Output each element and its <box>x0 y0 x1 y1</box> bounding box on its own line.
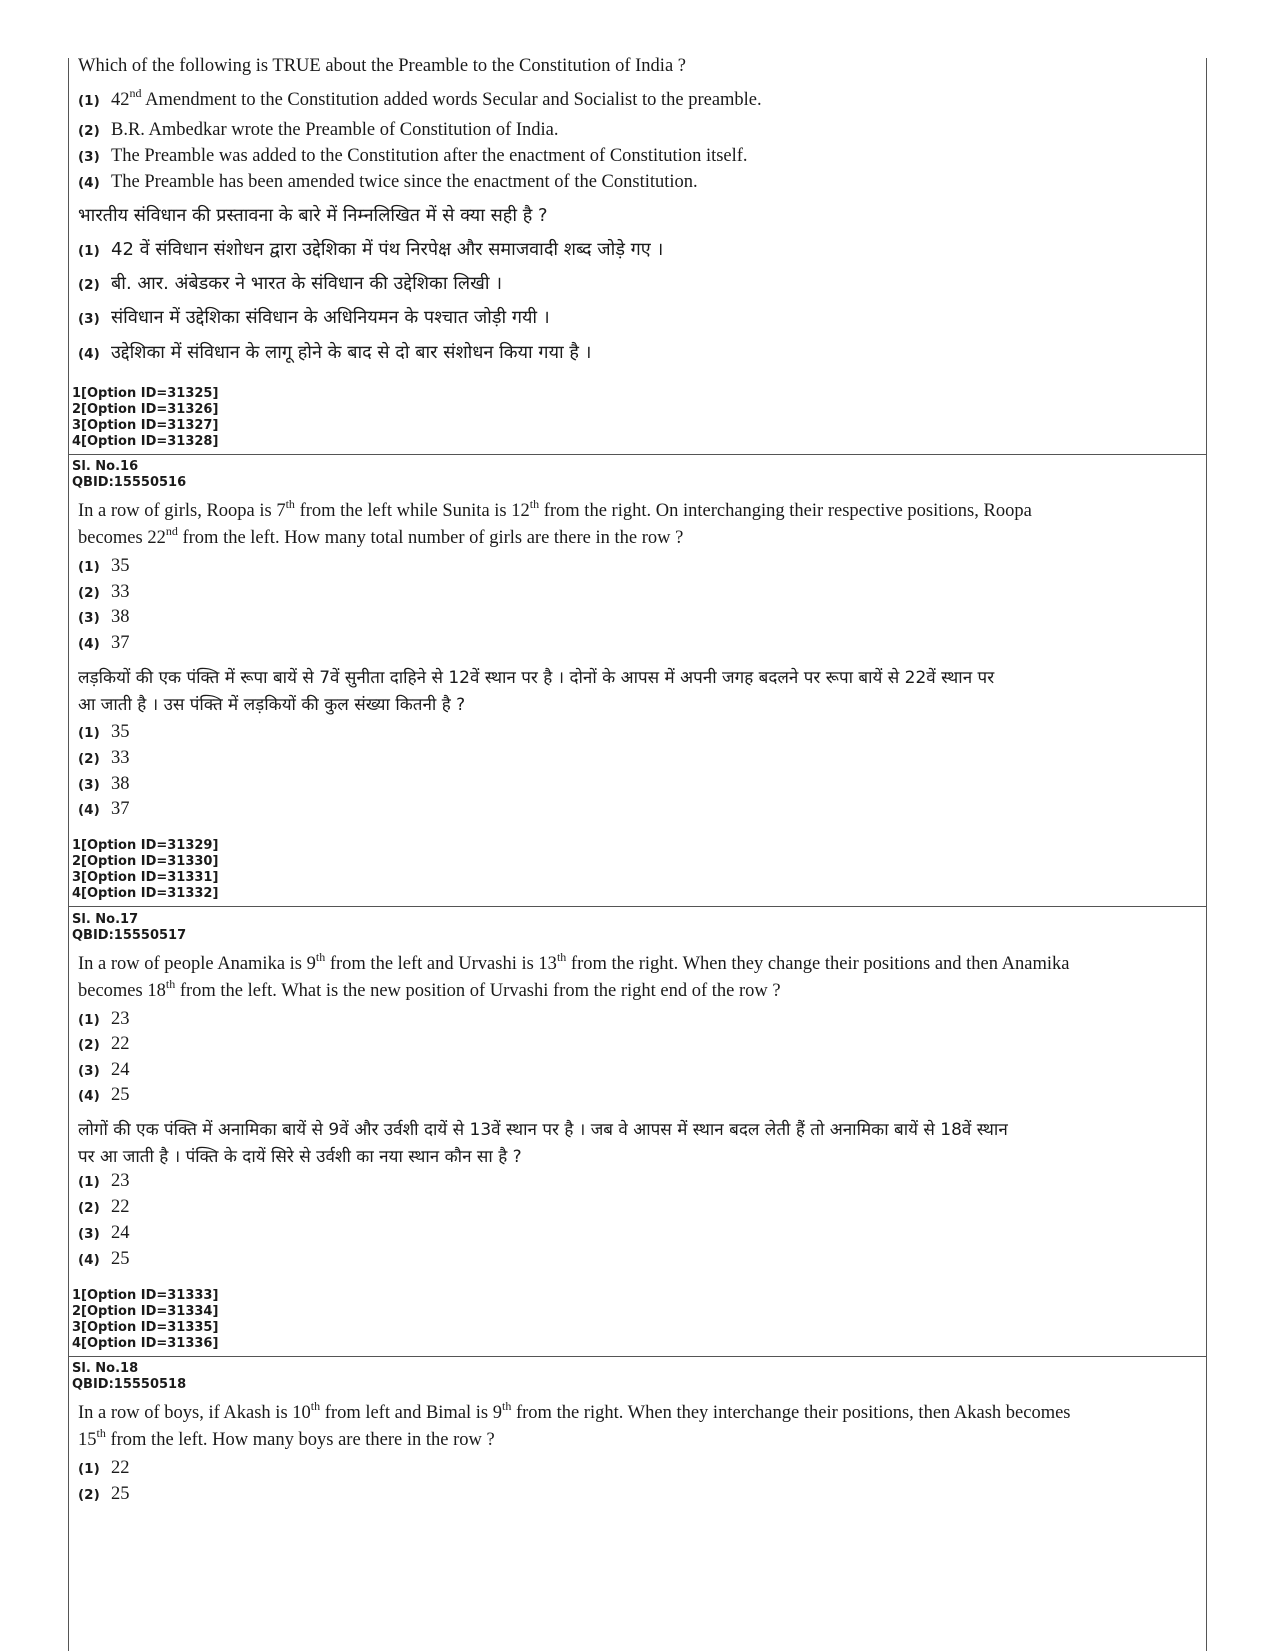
qbid: QBID:15550516 <box>72 475 187 490</box>
option-id: 1[Option ID=31329] <box>72 838 219 853</box>
option-number: (2) <box>78 1487 100 1503</box>
option-id: 4[Option ID=31328] <box>72 434 219 449</box>
option-number: (1) <box>78 725 100 741</box>
option-1-en: (1) 42nd Amendment to the Constitution added words Secular and Socialist to the preamble. <box>78 86 762 110</box>
option-number: (3) <box>78 610 100 626</box>
option-1-hi: (1) 42 वें संविधान संशोधन द्वारा उद्देशिका में पंथ निरपेक्ष और समाजवादी शब्द जोड़े गए । <box>78 239 664 260</box>
question-text-en-line2: becomes 18th from the left. What is the new position of Urvashi from the right end of the row ? <box>78 977 781 1001</box>
option-id: 3[Option ID=31331] <box>72 870 219 885</box>
option-number: (3) <box>78 149 100 165</box>
option-ids <box>72 838 218 902</box>
option-1-hi: (1) 23 <box>78 1171 130 1191</box>
option-2-en: (2) B.R. Ambedkar wrote the Preamble of Constitution of India. <box>78 120 559 140</box>
qbid: QBID:15550517 <box>72 928 187 943</box>
question-text-en-line2: 15th from the left. How many boys are there in the row ? <box>78 1426 495 1450</box>
option-number: (4) <box>78 1252 100 1268</box>
option-number: (2) <box>78 585 100 601</box>
option-id: 2[Option ID=31326] <box>72 402 219 417</box>
option-3-hi: (3) 38 <box>78 774 130 794</box>
option-id: 2[Option ID=31330] <box>72 854 219 869</box>
option-number: (1) <box>78 1174 100 1190</box>
option-id: 4[Option ID=31332] <box>72 886 219 901</box>
option-number: (1) <box>78 243 100 259</box>
option-3-hi: (3) 24 <box>78 1223 130 1243</box>
question-text-en: Which of the following is TRUE about the Preamble to the Constitution of India ? <box>78 56 686 76</box>
option-number: (3) <box>78 1063 100 1079</box>
option-id: 1[Option ID=31333] <box>72 1288 219 1303</box>
option-2-hi: (2) 33 <box>78 748 130 768</box>
serial-number: Sl. No.16 <box>72 459 139 474</box>
option-1-en: (1) 35 <box>78 556 130 576</box>
option-number: (2) <box>78 123 100 139</box>
question-text-hi: भारतीय संविधान की प्रस्तावना के बारे में निम्नलिखित में से क्या सही है ? <box>78 205 548 226</box>
option-number: (2) <box>78 1037 100 1053</box>
option-ids <box>72 386 218 450</box>
option-number: (1) <box>78 1461 100 1477</box>
question-text-hi-line2: पर आ जाती है । पंक्ति के दायें सिरे से उर्वशी का नया स्थान कौन सा है ? <box>78 1147 522 1167</box>
option-4-en: (4) 37 <box>78 633 130 653</box>
option-number: (3) <box>78 777 100 793</box>
option-4-en: (4) The Preamble has been amended twice since the enactment of the Constitution. <box>78 172 698 192</box>
option-2-en: (2) 22 <box>78 1034 130 1054</box>
option-id: 3[Option ID=31335] <box>72 1320 219 1335</box>
question-separator <box>68 454 1207 455</box>
question-text-en-line2: becomes 22nd from the left. How many total number of girls are there in the row ? <box>78 524 684 548</box>
option-number: (1) <box>78 559 100 575</box>
option-number: (4) <box>78 636 100 652</box>
serial-number: Sl. No.18 <box>72 1361 139 1376</box>
option-3-hi: (3) संविधान में उद्देशिका संविधान के अधिनियमन के पश्चात जोड़ी गयी । <box>78 307 550 328</box>
question-text-hi-line1: लोगों की एक पंक्ति में अनामिका बायें से 9वें और उर्वशी दायें से 13वें स्थान पर है । जब वे आपस में स्थान बदल लेती हैं तो अनामिका बायें से 18वें स्थान <box>78 1120 1008 1140</box>
question-separator <box>68 906 1207 907</box>
option-number: (1) <box>78 1012 100 1028</box>
question-text-hi-line2: आ जाती है । उस पंक्ति में लड़कियों की कुल संख्या कितनी है ? <box>78 695 466 715</box>
option-3-en: (3) 24 <box>78 1060 130 1080</box>
option-id: 3[Option ID=31327] <box>72 418 219 433</box>
option-id: 1[Option ID=31325] <box>72 386 219 401</box>
option-1-en: (1) 23 <box>78 1009 130 1029</box>
option-id: 4[Option ID=31336] <box>72 1336 219 1351</box>
qbid: QBID:15550518 <box>72 1377 187 1392</box>
option-2-hi: (2) 22 <box>78 1197 130 1217</box>
option-number: (2) <box>78 751 100 767</box>
option-3-en: (3) The Preamble was added to the Constitution after the enactment of Constitution itself. <box>78 146 748 166</box>
option-number: (3) <box>78 311 100 327</box>
option-1-hi: (1) 35 <box>78 722 130 742</box>
serial-number: Sl. No.17 <box>72 912 139 927</box>
option-1-en: (1) 22 <box>78 1458 130 1478</box>
option-number: (2) <box>78 1200 100 1216</box>
option-id: 2[Option ID=31334] <box>72 1304 219 1319</box>
option-number: (2) <box>78 277 100 293</box>
option-ids <box>72 1288 218 1352</box>
option-4-hi: (4) उद्देशिका में संविधान के लागू होने के बाद से दो बार संशोधन किया गया है । <box>78 342 592 363</box>
option-4-hi: (4) 25 <box>78 1249 130 1269</box>
option-2-en: (2) 33 <box>78 582 130 602</box>
option-2-hi: (2) बी. आर. अंबेडकर ने भारत के संविधान की उद्देशिका लिखी । <box>78 273 503 294</box>
option-number: (4) <box>78 346 100 362</box>
option-4-hi: (4) 37 <box>78 799 130 819</box>
option-3-en: (3) 38 <box>78 607 130 627</box>
option-number: (3) <box>78 1226 100 1242</box>
question-text-en-line1: In a row of people Anamika is 9th from the left and Urvashi is 13th from the right. When they change their positions and then Anamika <box>78 950 1070 974</box>
question-text-hi-line1: लड़कियों की एक पंक्ति में रूपा बायें से 7वें सुनीता दाहिने से 12वें स्थान पर है । दोनों के आपस में अपनी जगह बदलने पर रूपा बायें से 22वें स्थान पर <box>78 668 995 688</box>
option-2-en: (2) 25 <box>78 1484 130 1504</box>
option-number: (4) <box>78 1088 100 1104</box>
option-number: (1) <box>78 93 100 109</box>
question-separator <box>68 1356 1207 1357</box>
option-number: (4) <box>78 802 100 818</box>
option-4-en: (4) 25 <box>78 1085 130 1105</box>
question-text-en-line1: In a row of boys, if Akash is 10th from left and Bimal is 9th from the right. When they interchange their positions, then Akash becomes <box>78 1399 1071 1423</box>
option-number: (4) <box>78 175 100 191</box>
question-text-en-line1: In a row of girls, Roopa is 7th from the left while Sunita is 12th from the right. On interchanging their respective positions, Roopa <box>78 497 1032 521</box>
